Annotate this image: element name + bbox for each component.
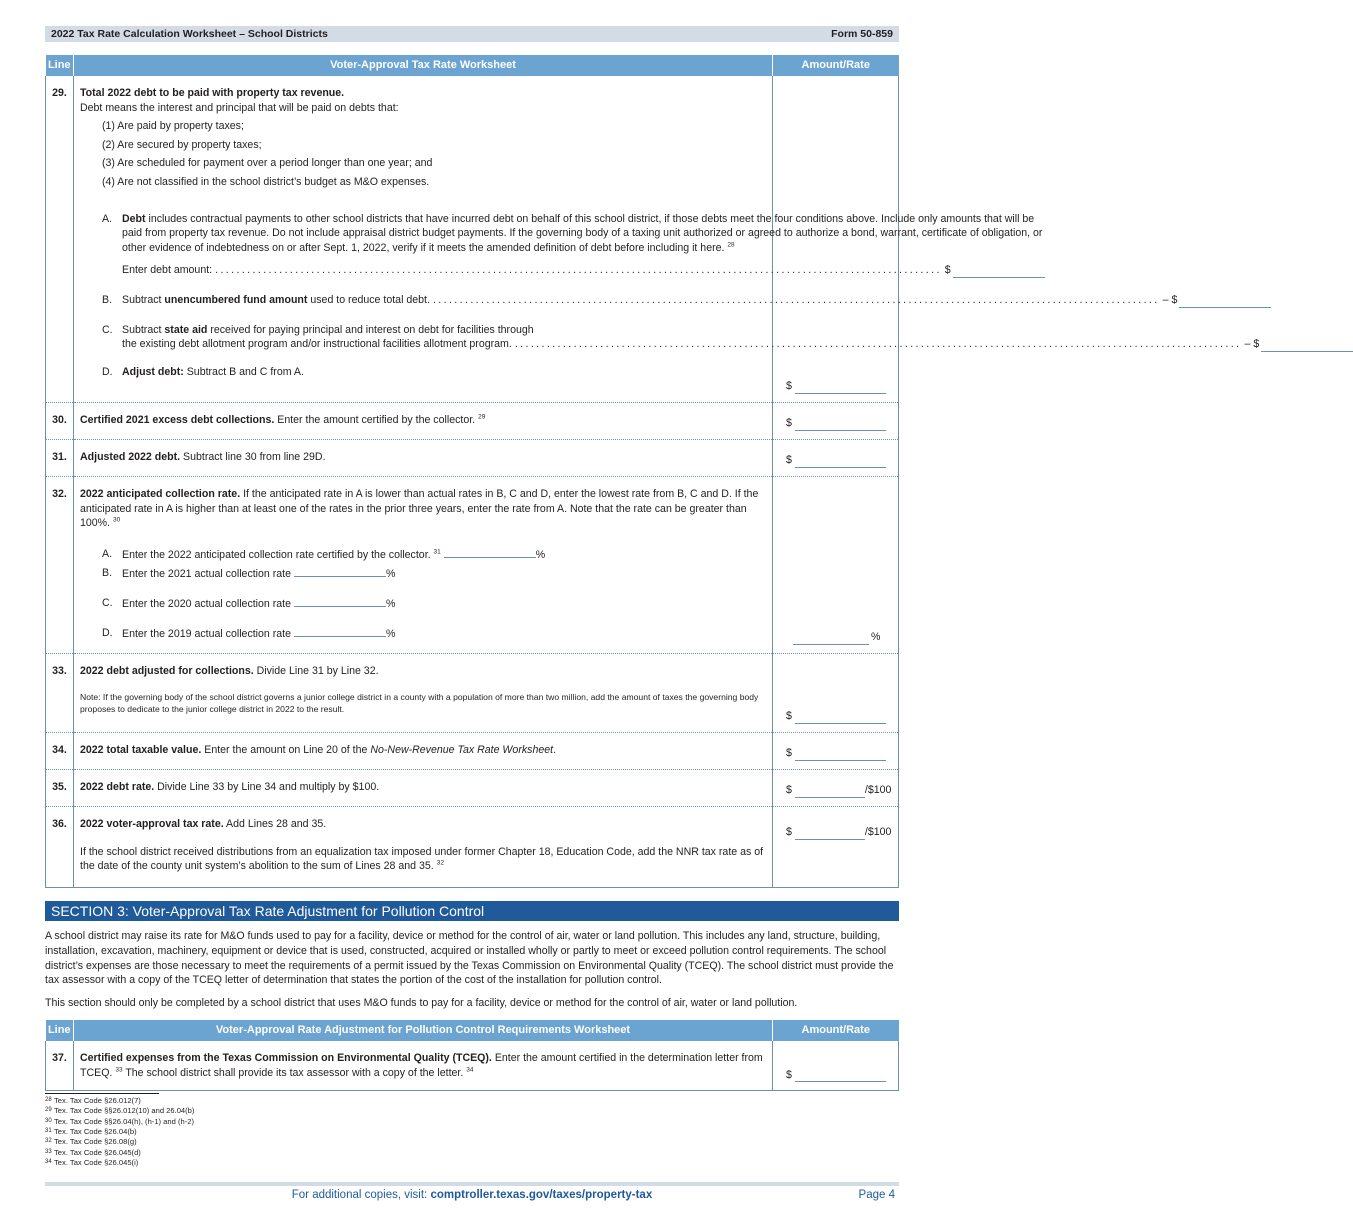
adjusted-debt-amount-field[interactable] bbox=[795, 382, 886, 394]
line-32-row: 32. 2022 anticipated collection rate. If the anticipated rate in A is lower than actual rates in B, C and D, enter the lowest rate from B, C and D. If the anticipated rate in A is higher than at least one of the rates in the prior three years, enter the rate from A. Note that the rate can be greater than 100%. $^{30}$ A. Enter the 2022 anticipated collection rate certified by the collector. $^{31}$ % B. Enter the 2021 actual collection rate % C. Enter the 2020 actual collection rate % D. Enter the 2019 actual collection rate % % bbox=[46, 477, 899, 654]
footnote: 29 Tex. Tax Code §§26.012(10) and 26.04(b) bbox=[45, 1106, 195, 1116]
line-32d: D. Enter the 2019 actual collection rate % bbox=[102, 626, 396, 640]
line-29-row: 29. Total 2022 debt to be paid with property tax revenue. Debt means the interest and principal that will be paid on debts that: (1) Are paid by property taxes; (2) Are secured by property taxes; (3) Are scheduled for payment over a period longer than one year; and (4) Are not classified in the school district’s budget as M&O expenses. A. Debt includes contractual payments to other school districts that have incurred debt on behalf of this school district, if those debts meet the four conditions above. Include only amounts that will be paid from property tax revenue. Do not include appraisal district budget payments. If the governing body of a taxing unit authorized or agreed to authorize a bond, warrant, certificate of obligation, or other evidence of indebtedness on or after Sept. 1, 2022, verify if it meets the amended definition of debt before including it here. $^{28}$ Enter debt amount: ........................................................................................................................................ $ B. Subtract unencumbered fund amount used to reduce total debt. ........................................................................................................................................ – $ C. Subtract state aid received for paying principal and interest on debt for facilities through the existing debt allotment program and/or instructional facilities allotment program. ........................................................................................................................................ – $ D. Adjust debt: Subtract B and C from A. $ bbox=[46, 76, 899, 403]
anticipated-rate-field[interactable] bbox=[444, 547, 536, 558]
line-number: 32. bbox=[46, 477, 74, 654]
section-3-heading: SECTION 3: Voter-Approval Tax Rate Adjustment for Pollution Control bbox=[45, 901, 899, 921]
footnote: 28 Tex. Tax Code §26.012(7) bbox=[45, 1096, 141, 1106]
footnote-rule bbox=[45, 1093, 159, 1094]
page bbox=[45, 26, 1260, 1168]
footer-rule bbox=[45, 1182, 899, 1186]
col-amount-header: Amount/Rate bbox=[773, 55, 899, 76]
line-number: 31. bbox=[46, 440, 74, 477]
debt-rate-field[interactable] bbox=[795, 786, 865, 798]
footnote-ref: 28 bbox=[727, 241, 735, 249]
line-29d: D. Adjust debt: Subtract B and C from A. bbox=[102, 365, 304, 378]
tceq-expenses-field[interactable] bbox=[795, 1070, 886, 1082]
page-header bbox=[45, 26, 899, 42]
excess-debt-collections-field[interactable] bbox=[795, 419, 886, 431]
section-3-instruction: This section should only be completed by a school district that uses M&O funds to pay for a facility, device or method for the control of air, water or land pollution. bbox=[45, 997, 798, 1010]
rate-2021-field[interactable] bbox=[294, 566, 386, 577]
line-31-row: 31. Adjusted 2022 debt. Subtract line 30 from line 29D. $ bbox=[46, 440, 899, 477]
comptroller-link[interactable]: comptroller.texas.gov/taxes/property-tax bbox=[430, 1189, 653, 1201]
line-32c: C. Enter the 2020 actual collection rate % bbox=[102, 597, 396, 611]
line-number: 36. bbox=[46, 807, 74, 888]
list-item: (2) Are secured by property taxes; bbox=[102, 138, 262, 151]
list-item: (4) Are not classified in the school district’s budget as M&O expenses. bbox=[102, 176, 430, 189]
line-33-row: 33. 2022 debt adjusted for collections. Divide Line 31 by Line 32. Note: If the governing body of the school district governs a junior college district in a county with a population of more than two million, add the amount of taxes the governing body proposes to dedicate to the junior college district in 2022 to the result. $ bbox=[46, 654, 899, 733]
line-35-row: 35. 2022 debt rate. Divide Line 33 by Line 34 and multiply by $100. $ /$100 bbox=[46, 770, 899, 807]
line-32b: B. Enter the 2021 actual collection rate % bbox=[102, 567, 396, 581]
state-aid-field[interactable] bbox=[1261, 340, 1353, 352]
form-number: Form 50-859 bbox=[831, 27, 893, 40]
line-number: 33. bbox=[46, 654, 74, 733]
adjusted-debt-field[interactable] bbox=[795, 456, 886, 468]
col-title-header: Voter-Approval Rate Adjustment for Pollution Control Requirements Worksheet bbox=[74, 1020, 773, 1041]
line-29-intro: Debt means the interest and principal that will be paid on debts that: bbox=[80, 101, 399, 114]
page-footer: For additional copies, visit: comptroller.texas.gov/taxes/property-tax Page 4 bbox=[45, 1188, 899, 1204]
worksheet-title: 2022 Tax Rate Calculation Worksheet – School Districts bbox=[51, 27, 328, 40]
list-item: (1) Are paid by property taxes; bbox=[102, 120, 244, 133]
line-number: 35. bbox=[46, 770, 74, 807]
debt-adjusted-field[interactable] bbox=[795, 712, 886, 724]
voter-approval-worksheet-table bbox=[45, 55, 1260, 888]
line-36-row: 36. 2022 voter-approval tax rate. Add Lines 28 and 35. If the school district received distributions from an equalization tax imposed under former Chapter 18, Education Code, add the NNR tax rate as of the date of the county unit system’s abolition to the sum of Lines 28 and 35. $^{32}$ $ /$100 bbox=[46, 807, 899, 888]
voter-approval-rate-field[interactable] bbox=[795, 828, 865, 840]
line-34-row: 34. 2022 total taxable value. Enter the amount on Line 20 of the No-New-Revenue Tax Rate Worksheet. $ bbox=[46, 733, 899, 770]
footnotes bbox=[45, 1093, 899, 1168]
line-number: 34. bbox=[46, 733, 74, 770]
section-3-paragraph: A school district may raise its rate for M&O funds used to pay for a facility, device or method for the control of air, water or land pollution. This includes any land, structure, building, installation, excavation, machinery, equipment or device that is used, constructed, acquired or installed wholly or partly to meet or exceed pollution control requirements. The school district’s expenses are those necessary to meet the requirements of a permit issued by the Texas Commission on Environmental Quality (TCEQ). The school district must provide the tax assessor with a copy of the TCEQ letter of determination that states the portion of the cost of the installation for pollution control. bbox=[45, 930, 894, 987]
junior-college-note: Note: If the governing body of the school district governs a junior college district in a county with a population of more than two million, add the amount of taxes the governing body proposes to dedicate to the junior college district in 2022 to the result. bbox=[80, 691, 759, 715]
footnote: 33 Tex. Tax Code §26.045(d) bbox=[45, 1147, 141, 1157]
col-title-header: Voter-Approval Tax Rate Worksheet bbox=[74, 55, 773, 76]
line-29-title: Total 2022 debt to be paid with property tax revenue. bbox=[80, 87, 345, 99]
line-37-row: 37. Certified expenses from the Texas Commission on Environmental Quality (TCEQ). Enter the amount certified in the determination letter from TCEQ. $^{33}$ The school district shall provide its tax assessor with a copy of the letter. $^{34}$ $ bbox=[46, 1041, 899, 1091]
unencumbered-fund-field[interactable] bbox=[1179, 296, 1271, 308]
line-number: 37. bbox=[46, 1041, 74, 1091]
rate-2020-field[interactable] bbox=[294, 596, 386, 607]
total-taxable-value-field[interactable] bbox=[795, 749, 886, 761]
footnote: 30 Tex. Tax Code §§26.04(h), (h-1) and (h-2) bbox=[45, 1116, 194, 1126]
footnote: 31 Tex. Tax Code §26.04(b) bbox=[45, 1127, 137, 1137]
line-29b: B. Subtract unencumbered fund amount used to reduce total debt. ........................................................................................................................................ – $ bbox=[102, 293, 766, 308]
footnote: 32 Tex. Tax Code §26.08(g) bbox=[45, 1137, 137, 1147]
list-item: (3) Are scheduled for payment over a period longer than one year; and bbox=[102, 157, 433, 170]
collection-rate-field[interactable] bbox=[793, 633, 869, 645]
footnote-ref: 33 bbox=[115, 1066, 123, 1074]
footnote-ref: 32 bbox=[436, 859, 444, 867]
line-number: 30. bbox=[46, 403, 74, 440]
debt-conditions-list bbox=[102, 119, 766, 189]
col-amount-header: Amount/Rate bbox=[773, 1020, 899, 1041]
rate-2019-field[interactable] bbox=[294, 626, 386, 637]
line-32a: A. Enter the 2022 anticipated collection rate certified by the collector. $^{31}$ % bbox=[102, 547, 546, 561]
footnote-ref: 29 bbox=[478, 413, 486, 421]
col-line-header: Line bbox=[46, 1020, 74, 1041]
line-29c: C. Subtract state aid received for paying principal and interest on debt for facilities through the existing debt allotment program and/or instructional facilities allotment program. ........................................................................................................................................ – $ bbox=[102, 323, 766, 352]
page-number: Page 4 bbox=[858, 1189, 895, 1201]
debt-amount-field[interactable] bbox=[953, 266, 1045, 278]
line-number: 29. bbox=[46, 76, 74, 403]
line-29a: A. Debt includes contractual payments to other school districts that have incurred debt on behalf of this school district, if those debts meet the four conditions above. Include only amounts that will be paid from property tax revenue. Do not include appraisal district budget payments. If the governing body of a taxing unit authorized or agreed to authorize a bond, warrant, certificate of obligation, or other evidence of indebtedness on or after Sept. 1, 2022, verify if it meets the amended definition of debt before including it here. $^{28}$ Enter debt amount: ........................................................................................................................................ $ bbox=[102, 212, 766, 278]
pollution-control-worksheet-table bbox=[45, 1020, 899, 1091]
footnote: 34 Tex. Tax Code §26.045(i) bbox=[45, 1158, 139, 1168]
footnote-ref: 34 bbox=[466, 1066, 474, 1074]
line-30-row: 30. Certified 2021 excess debt collections. Enter the amount certified by the collector. $^{29}$ $ bbox=[46, 403, 899, 440]
col-line-header: Line bbox=[46, 55, 74, 76]
footnote-ref: 30 bbox=[113, 516, 121, 524]
